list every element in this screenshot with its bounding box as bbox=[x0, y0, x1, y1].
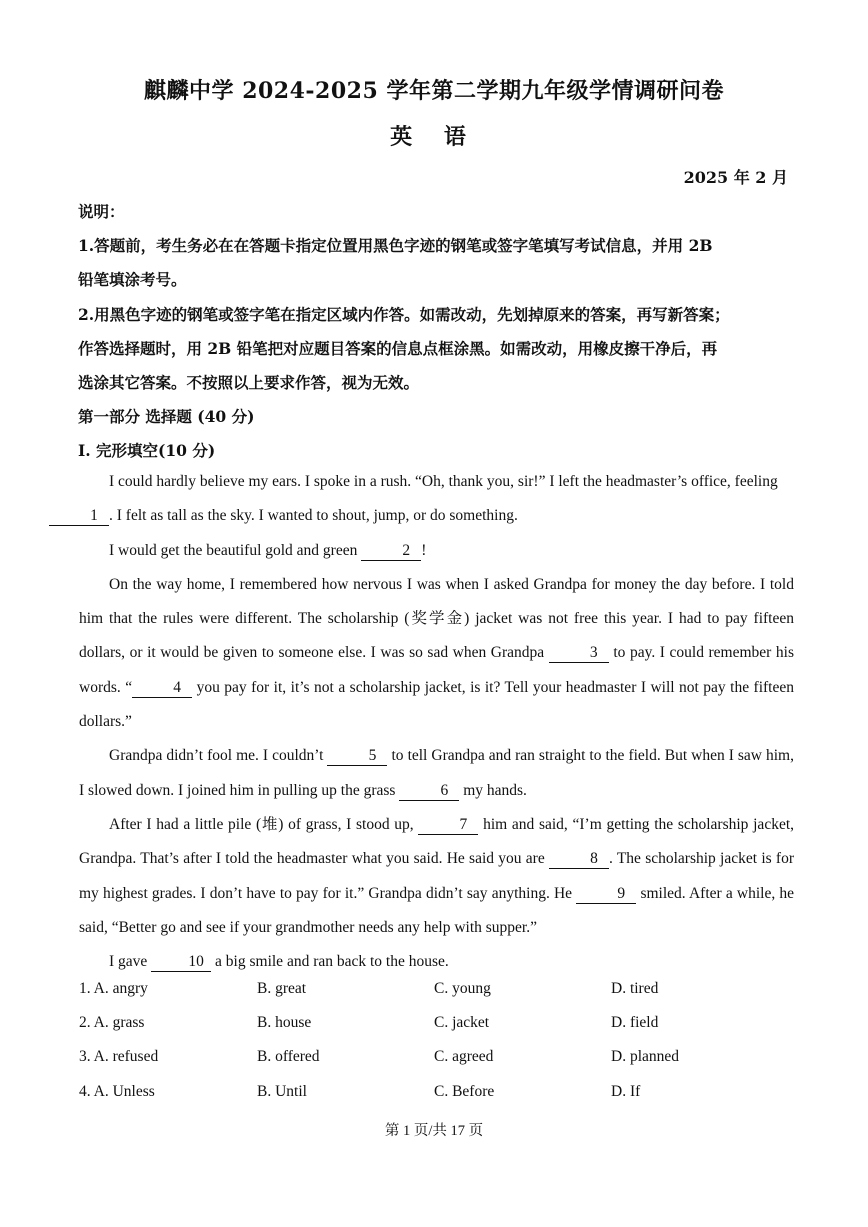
option: 2. A. grass bbox=[79, 1014, 145, 1032]
option: D. field bbox=[611, 1014, 659, 1032]
option: C. Before bbox=[434, 1082, 495, 1100]
answer-options bbox=[79, 980, 794, 1117]
passage-text: to pay. I could remember his words. “ bbox=[79, 644, 794, 696]
option: B. house bbox=[257, 1014, 312, 1032]
option: C. young bbox=[434, 980, 491, 997]
passage-text: On the way home, I remembered how nervous I was when I asked Grandpa for money the day before. I told him that the rules were different. The scholarship (奖学金) jacket was not free this year. I had to pay fifteen dollars, or it would be given to someone else. I was so sad when Grandpa bbox=[79, 575, 794, 662]
option-row bbox=[79, 980, 794, 1014]
passage-text: him and said, “I’m getting the scholarship jacket, Grandpa. That’s after I told the headmaster what you said. He said you are bbox=[79, 815, 795, 868]
subject-title: 英 语 bbox=[390, 124, 478, 150]
section-heading: I. 完形填空(10 分) bbox=[78, 441, 216, 460]
passage-text: my hands. bbox=[463, 781, 527, 799]
option: C. jacket bbox=[434, 1014, 490, 1032]
blank-5: 5 bbox=[327, 747, 387, 766]
blank-1: 1 bbox=[49, 507, 109, 526]
passage-text: you pay for it, it’s not a scholarship jacket, is it? Tell your headmaster I will not pay the fifteen dollars.” bbox=[79, 678, 794, 731]
blank-9: 9 bbox=[576, 885, 636, 904]
instructions-heading: 说明： bbox=[78, 202, 125, 221]
option: B. Until bbox=[257, 1082, 307, 1100]
option: D. tired bbox=[611, 980, 659, 997]
option-row bbox=[79, 1048, 794, 1082]
passage-text: I would get the beautiful gold and green bbox=[109, 541, 358, 559]
blank-4: 4 bbox=[132, 679, 192, 698]
instruction-1-line-2: 铅笔填涂考号。 bbox=[78, 270, 187, 289]
instruction-1-line-1: 1.答题前，考生务必在在答题卡指定位置用黑色字迹的钢笔或签字笔填写考试信息，并用 2B bbox=[78, 236, 713, 255]
passage-text: I could hardly believe my ears. I spoke in a rush. “Oh, thank you, sir!” I left the headmaster’s office, feeling bbox=[109, 473, 778, 490]
passage-text: ! bbox=[421, 541, 427, 559]
cloze-passage bbox=[79, 465, 794, 979]
passage-paragraph bbox=[79, 568, 794, 739]
exam-date: 2025 年 2 月 bbox=[683, 168, 788, 187]
option-row bbox=[79, 1083, 794, 1117]
passage-paragraph bbox=[79, 534, 794, 568]
passage-text: a big smile and ran back to the house. bbox=[215, 953, 449, 971]
option-row bbox=[79, 1014, 794, 1048]
passage-text: smiled. After a while, he said, “Better go and see if your grandmother needs any help with supper.” bbox=[79, 884, 795, 936]
option: B. offered bbox=[257, 1048, 320, 1066]
passage-text: to tell Grandpa and ran straight to the field. But when I saw him, I slowed down. I joined him in pulling up the grass bbox=[79, 747, 794, 799]
passage-text: . The scholarship jacket is for my highest grades. I don’t have to pay for it.” Grandpa didn’t say anything. He bbox=[79, 850, 794, 902]
page-number: 第 1 页/共 17 页 bbox=[384, 1123, 484, 1139]
blank-6: 6 bbox=[399, 782, 459, 801]
option: D. planned bbox=[611, 1048, 680, 1066]
part-heading: 第一部分 选择题 (40 分) bbox=[78, 407, 255, 426]
blank-7: 7 bbox=[418, 816, 478, 835]
instruction-2-line-3: 选涂其它答案。不按照以上要求作答，视为无效。 bbox=[78, 373, 420, 392]
passage-text: After I had a little pile (堆) of grass, I stood up, bbox=[109, 815, 414, 833]
passage-paragraph bbox=[79, 739, 794, 808]
blank-2: 2 bbox=[361, 542, 421, 561]
exam-title: 麒麟中学 2024-2025 学年第二学期九年级学情调研问卷 bbox=[144, 78, 724, 104]
blank-8: 8 bbox=[549, 850, 609, 869]
passage-paragraph bbox=[79, 808, 794, 945]
option: 4. A. Unless bbox=[79, 1082, 155, 1100]
passage-text: . I felt as tall as the sky. I wanted to shout, jump, or do something. bbox=[109, 507, 518, 525]
option: B. great bbox=[257, 980, 307, 997]
option: 1. A. angry bbox=[79, 980, 148, 997]
blank-3: 3 bbox=[549, 644, 609, 663]
passage-text: I gave bbox=[109, 953, 148, 971]
passage-paragraph bbox=[79, 465, 794, 534]
instruction-2-line-2: 作答选择题时，用 2B 铅笔把对应题目答案的信息点框涂黑。如需改动，用橡皮擦干净后，再 bbox=[78, 339, 718, 358]
option: 3. A. refused bbox=[79, 1048, 159, 1066]
option: D. If bbox=[611, 1082, 641, 1100]
passage-paragraph bbox=[79, 945, 794, 979]
blank-10: 10 bbox=[151, 953, 211, 972]
option: C. agreed bbox=[434, 1048, 494, 1066]
passage-text: Grandpa didn’t fool me. I couldn’t bbox=[109, 747, 324, 765]
instruction-2-line-1: 2.用黑色字迹的钢笔或签字笔在指定区域内作答。如需改动，先划掉原来的答案，再写新答案； bbox=[78, 305, 730, 324]
